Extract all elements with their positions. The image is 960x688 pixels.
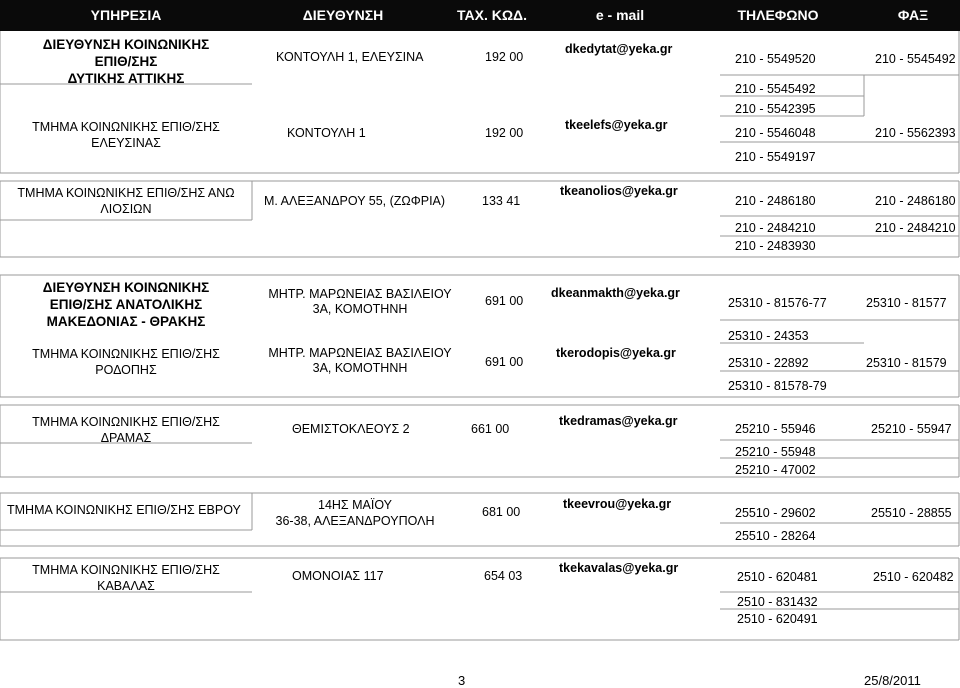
phone: 210 - 2483930 bbox=[735, 239, 816, 253]
phone: 25210 - 47002 bbox=[735, 463, 816, 477]
service-name: ΤΜΗΜΑ ΚΟΙΝΩΝΙΚΗΣ ΕΠΙΘ/ΣΗΣ ΕΒΡΟΥ bbox=[7, 503, 241, 517]
email-link[interactable]: dkedytat@yeka.gr bbox=[565, 42, 673, 56]
fax: 25510 - 28855 bbox=[871, 506, 952, 520]
service-name: ΤΜΗΜΑ ΚΟΙΝΩΝΙΚΗΣ ΕΠΙΘ/ΣΗΣ ΡΟΔΟΠΗΣ bbox=[32, 347, 220, 377]
address: ΟΜΟΝΟΙΑΣ 117 bbox=[292, 569, 384, 583]
fax: 210 - 5545492 bbox=[875, 52, 956, 66]
phone: 25510 - 29602 bbox=[735, 506, 816, 520]
header-postal-code: ΤΑΧ. ΚΩΔ. bbox=[456, 7, 528, 23]
postal-code: 691 00 bbox=[485, 294, 524, 308]
postal-code: 192 00 bbox=[485, 50, 524, 64]
address: 14ΗΣ ΜΑΪΟΥ 36-38, ΑΛΕΞΑΝΔΡΟΥΠΟΛΗ bbox=[275, 498, 435, 528]
postal-code: 192 00 bbox=[485, 126, 524, 140]
fax: 25310 - 81577 bbox=[866, 296, 947, 310]
header-address: ΔΙΕΥΘΥΝΣΗ bbox=[302, 7, 384, 23]
phone: 210 - 2486180 bbox=[735, 194, 816, 208]
fax: 210 - 2486180 bbox=[875, 194, 956, 208]
email-link[interactable]: tkeanolios@yeka.gr bbox=[560, 184, 678, 198]
phone: 25310 - 81578-79 bbox=[728, 379, 827, 393]
header-phone: ΤΗΛΕΦΩΝΟ bbox=[737, 7, 819, 23]
phone: 25510 - 28264 bbox=[735, 529, 816, 543]
phone: 2510 - 620491 bbox=[737, 612, 818, 626]
postal-code: 691 00 bbox=[485, 355, 524, 369]
phone: 25310 - 81576-77 bbox=[728, 296, 827, 310]
phone: 210 - 5546048 bbox=[735, 126, 816, 140]
address: ΚΟΝΤΟΥΛΗ 1 bbox=[287, 126, 366, 140]
email-link[interactable]: tkerodopis@yeka.gr bbox=[556, 346, 676, 360]
phone: 25210 - 55948 bbox=[735, 445, 816, 459]
address: ΜΗΤΡ. ΜΑΡΩΝΕΙΑΣ ΒΑΣΙΛΕΙΟΥ 3Α, ΚΟΜΟΤΗΝΗ bbox=[268, 346, 452, 375]
phone: 25210 - 55946 bbox=[735, 422, 816, 436]
service-name: ΔΙΕΥΘΥΝΣΗ ΚΟΙΝΩΝΙΚΗΣ ΕΠΙΘ/ΣΗΣ ΔΥΤΙΚΗΣ ΑΤΤΙΚΗΣ bbox=[42, 37, 210, 86]
postal-code: 654 03 bbox=[484, 569, 523, 583]
page-number: 3 bbox=[458, 673, 466, 688]
service-name: ΤΜΗΜΑ ΚΟΙΝΩΝΙΚΗΣ ΕΠΙΘ/ΣΗΣ ΚΑΒΑΛΑΣ bbox=[32, 563, 220, 593]
phone: 210 - 2484210 bbox=[735, 221, 816, 235]
phone: 2510 - 831432 bbox=[737, 595, 818, 609]
address: ΚΟΝΤΟΥΛΗ 1, ΕΛΕΥΣΙΝΑ bbox=[276, 50, 424, 64]
phone: 25310 - 22892 bbox=[728, 356, 809, 370]
phone: 2510 - 620481 bbox=[737, 570, 818, 584]
table-header bbox=[0, 0, 960, 31]
email-link[interactable]: tkekavalas@yeka.gr bbox=[559, 561, 679, 575]
fax: 210 - 2484210 bbox=[875, 221, 956, 235]
service-name: ΔΙΕΥΘΥΝΣΗ ΚΟΙΝΩΝΙΚΗΣ ΕΠΙΘ/ΣΗΣ ΑΝΑΤΟΛΙΚΗΣ ΜΑΚΕΔΟΝΙΑΣ - ΘΡΑΚΗΣ bbox=[42, 280, 210, 329]
email-link[interactable]: tkeevrou@yeka.gr bbox=[563, 497, 672, 511]
fax: 25310 - 81579 bbox=[866, 356, 947, 370]
fax: 210 - 5562393 bbox=[875, 126, 956, 140]
footer-date: 25/8/2011 bbox=[864, 673, 921, 688]
fax: 2510 - 620482 bbox=[873, 570, 954, 584]
email-link[interactable]: tkedramas@yeka.gr bbox=[559, 414, 678, 428]
address: ΘΕΜΙΣΤΟΚΛΕΟΥΣ 2 bbox=[292, 422, 410, 436]
service-name: ΤΜΗΜΑ ΚΟΙΝΩΝΙΚΗΣ ΕΠΙΘ/ΣΗΣ ΕΛΕΥΣΙΝΑΣ bbox=[32, 120, 220, 150]
header-fax: ΦΑΞ bbox=[897, 7, 929, 23]
postal-code: 133 41 bbox=[482, 194, 521, 208]
fax: 25210 - 55947 bbox=[871, 422, 952, 436]
email-link[interactable]: tkeelefs@yeka.gr bbox=[565, 118, 668, 132]
service-name: ΤΜΗΜΑ ΚΟΙΝΩΝΙΚΗΣ ΕΠΙΘ/ΣΗΣ ΔΡΑΜΑΣ bbox=[32, 415, 220, 445]
postal-code: 661 00 bbox=[471, 422, 510, 436]
header-service: ΥΠΗΡΕΣΙΑ bbox=[90, 7, 162, 23]
service-name: ΤΜΗΜΑ ΚΟΙΝΩΝΙΚΗΣ ΕΠΙΘ/ΣΗΣ ΑΝΩ ΛΙΟΣΙΩΝ bbox=[17, 186, 235, 216]
phone: 25310 - 24353 bbox=[728, 329, 809, 343]
phone: 210 - 5549197 bbox=[735, 150, 816, 164]
phone: 210 - 5542395 bbox=[735, 102, 816, 116]
address: Μ. ΑΛΕΞΑΝΔΡΟΥ 55, (ΖΩΦΡΙΑ) bbox=[264, 194, 446, 208]
postal-code: 681 00 bbox=[482, 505, 521, 519]
phone: 210 - 5545492 bbox=[735, 82, 816, 96]
email-link[interactable]: dkeanmakth@yeka.gr bbox=[551, 286, 680, 300]
address: ΜΗΤΡ. ΜΑΡΩΝΕΙΑΣ ΒΑΣΙΛΕΙΟΥ 3Α, ΚΟΜΟΤΗΝΗ bbox=[268, 287, 452, 316]
header-email: e - mail bbox=[595, 7, 645, 23]
phone: 210 - 5549520 bbox=[735, 52, 816, 66]
